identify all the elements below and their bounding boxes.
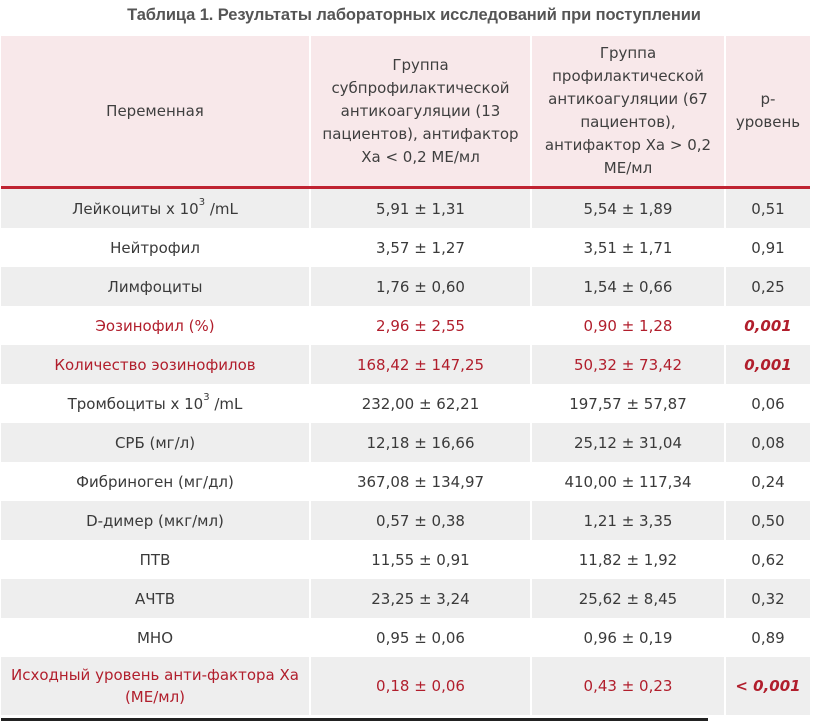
group2-value: 0,96 ± 0,19 — [531, 618, 725, 657]
group2-value: 0,43 ± 0,23 — [531, 657, 725, 715]
table-row — [1, 267, 810, 306]
group1-value: 0,95 ± 0,06 — [310, 618, 531, 657]
group2-value: 25,62 ± 8,45 — [531, 579, 725, 618]
table-row-highlighted — [1, 306, 810, 345]
table-row — [1, 423, 810, 462]
row-label: Исходный уровень анти-фактора Ха (МЕ/мл) — [1, 657, 310, 715]
row-label: МНО — [1, 618, 310, 657]
group2-value: 3,51 ± 1,71 — [531, 228, 725, 267]
column-header-prophylactic-group: Группа профилактической антикоагуляции (67 пациентов), антифактор Xa > 0,2 МЕ/мл — [531, 36, 725, 188]
group1-value: 2,96 ± 2,55 — [310, 306, 531, 345]
p-value-significant: 0,001 — [725, 345, 810, 384]
p-value-significant: 0,001 — [725, 306, 810, 345]
table-row — [1, 540, 810, 579]
row-label-text: Тромбоциты x 10 — [67, 394, 204, 413]
table-row — [1, 228, 810, 267]
row-label — [1, 384, 310, 423]
group1-value: 367,08 ± 134,97 — [310, 462, 531, 501]
p-value: 0,24 — [725, 462, 810, 501]
group1-value: 168,42 ± 147,25 — [310, 345, 531, 384]
lab-results-table — [1, 36, 810, 715]
row-label-unit: /mL — [209, 394, 243, 413]
row-label-text: Лейкоциты x 10 — [72, 199, 199, 218]
row-label: Количество эозинофилов — [1, 345, 310, 384]
group1-value: 12,18 ± 16,66 — [310, 423, 531, 462]
table-row — [1, 618, 810, 657]
group2-value: 5,54 ± 1,89 — [531, 188, 725, 229]
row-label-superscript: 3 — [198, 196, 206, 208]
group1-value: 1,76 ± 0,60 — [310, 267, 531, 306]
p-value: 0,91 — [725, 228, 810, 267]
row-label: Нейтрофил — [1, 228, 310, 267]
group2-value: 25,12 ± 31,04 — [531, 423, 725, 462]
group1-value: 232,00 ± 62,21 — [310, 384, 531, 423]
group1-value: 23,25 ± 3,24 — [310, 579, 531, 618]
p-value: 0,51 — [725, 188, 810, 229]
column-header-variable: Переменная — [1, 36, 310, 188]
p-value: 0,50 — [725, 501, 810, 540]
table-row-highlighted — [1, 345, 810, 384]
row-label-unit: /mL — [205, 199, 238, 218]
row-label-superscript: 3 — [203, 391, 210, 403]
group2-value: 1,21 ± 3,35 — [531, 501, 725, 540]
row-label: АЧТВ — [1, 579, 310, 618]
p-value: 0,62 — [725, 540, 810, 579]
group2-value: 50,32 ± 73,42 — [531, 345, 725, 384]
row-label: D-димер (мкг/мл) — [1, 501, 310, 540]
p-value: 0,32 — [725, 579, 810, 618]
table-row — [1, 188, 810, 229]
table-row — [1, 501, 810, 540]
group2-value: 197,57 ± 57,87 — [531, 384, 725, 423]
group1-value: 11,55 ± 0,91 — [310, 540, 531, 579]
group2-value: 0,90 ± 1,28 — [531, 306, 725, 345]
row-label: ПТВ — [1, 540, 310, 579]
group1-value: 0,57 ± 0,38 — [310, 501, 531, 540]
row-label: СРБ (мг/л) — [1, 423, 310, 462]
group2-value: 1,54 ± 0,66 — [531, 267, 725, 306]
row-label: Лимфоциты — [1, 267, 310, 306]
group1-value: 0,18 ± 0,06 — [310, 657, 531, 715]
table-row-highlighted — [1, 657, 810, 715]
p-value: 0,06 — [725, 384, 810, 423]
column-header-subprophylactic-group: Группа субпрофилактической антикоагуляции (13 пациентов), антифактор Xa < 0,2 МЕ/мл — [310, 36, 531, 188]
p-value: 0,08 — [725, 423, 810, 462]
p-value: 0,89 — [725, 618, 810, 657]
table-header-row — [1, 36, 810, 188]
row-label: Фибриноген (мг/дл) — [1, 462, 310, 501]
row-label: Эозинофил (%) — [1, 306, 310, 345]
table-row — [1, 579, 810, 618]
p-value: 0,25 — [725, 267, 810, 306]
group1-value: 5,91 ± 1,31 — [310, 188, 531, 229]
p-value-significant: < 0,001 — [725, 657, 810, 715]
group2-value: 410,00 ± 117,34 — [531, 462, 725, 501]
table-title: Таблица 1. Результаты лабораторных исследований при поступлении — [127, 6, 701, 24]
table-row — [1, 462, 810, 501]
row-label — [1, 188, 310, 229]
column-header-p-level: p-уровень — [725, 36, 810, 188]
group1-value: 3,57 ± 1,27 — [310, 228, 531, 267]
group2-value: 11,82 ± 1,92 — [531, 540, 725, 579]
table-row — [1, 384, 810, 423]
